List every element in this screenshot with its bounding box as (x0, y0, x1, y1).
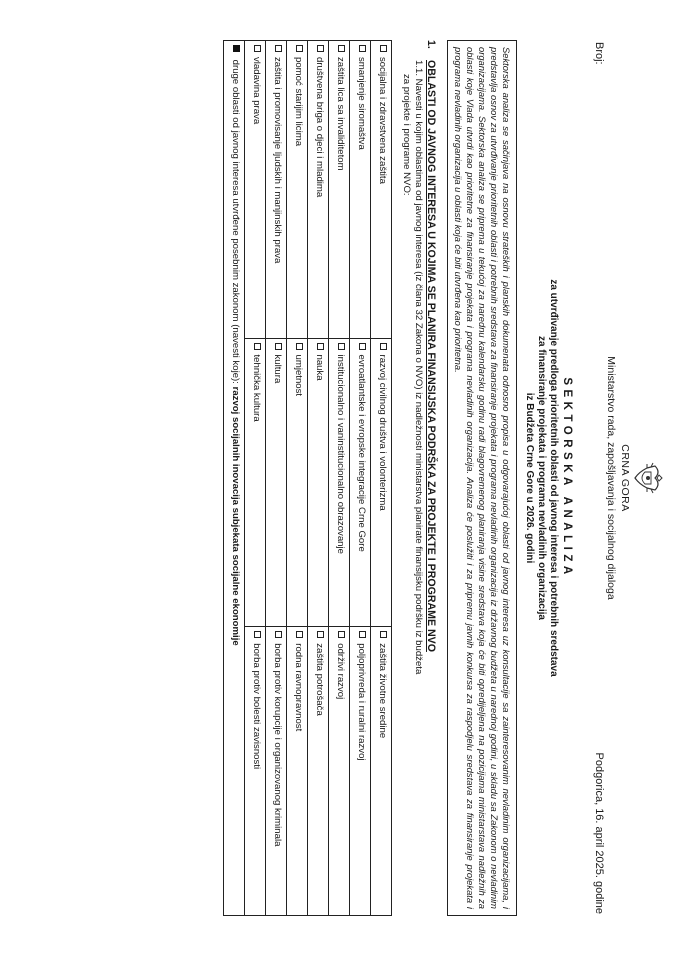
area-label: zaštita životne sredine (376, 643, 388, 739)
table-row (328, 41, 349, 916)
area-label: pomoć starijim licima (292, 57, 304, 147)
checkbox[interactable] (275, 343, 282, 350)
checkbox[interactable] (317, 45, 324, 52)
table-cell (265, 627, 286, 916)
table-row (349, 41, 370, 916)
public-interest-areas-table (223, 40, 392, 916)
table-cell (370, 627, 391, 916)
table-cell (328, 338, 349, 627)
checkbox[interactable] (380, 343, 387, 350)
table-cell (307, 338, 328, 627)
area-label: nauka (313, 354, 325, 381)
area-label: zaštita potrošača (313, 643, 325, 716)
checkbox[interactable] (380, 45, 387, 52)
section-number: 1. (424, 40, 437, 49)
checkbox[interactable] (380, 631, 387, 638)
area-label: vladavina prava (250, 57, 262, 125)
title-line-2: za finansiranje projekata i programa nevladinih organizacija (536, 336, 547, 620)
area-label: socijalna i zdravstvena zaštita (376, 57, 388, 184)
table-cell (328, 41, 349, 339)
coat-of-arms-icon (631, 460, 665, 496)
table-row (244, 41, 265, 916)
area-label: borba protiv bolesti zavisnosti (250, 643, 262, 770)
country-name: CRNA GORA (619, 444, 631, 512)
table-cell (349, 627, 370, 916)
area-label: poljoprivreda i ruralni razvoj (355, 643, 367, 761)
table-cell (286, 338, 307, 627)
area-label: borba protiv korupcije i organizovanog kriminala (271, 643, 283, 847)
intro-paragraph: Sektorska analiza se sačinjava na osnovu strateških i planskih dokumenata odnosno propisa u odgovarajućoj oblasti od javnog interesa uz konsultacije sa zainteresovanim nevladinim organizacijama, i predstavlja osnov za utvrđivanje prioritetnih oblasti i potrebnih sredstava za finansiranje projekata i programa nevladinih organizacija iz državnog budžeta u narednoj godini, u skladu sa Zakonom o nevladinim organizacijama. Sektorska analiza se priprema u tekućoj za narednu kalendarsku godinu radi blagovremenog planiranja visine sredstava koja će biti opredijeljena na pozicijama ministarstava nadležnih za oblasti koje Vlada utvrdi kao prioritetne za finansiranje projekata i programa nevladinih organizacija. Analiza će poslužiti i za pripremu javnih konkursa za raspodjelu sredstava za finansiranje projekata i programa nevladinih organizacija u oblasti koja će biti utvrđena kao prioritetna. (447, 40, 517, 916)
area-label: tehnička kultura (250, 354, 262, 422)
checkbox[interactable] (254, 45, 261, 52)
title-main: SEKTORSKA ANALIZA (561, 377, 573, 579)
area-label: zaštita lica sa invaliditetom (334, 57, 346, 171)
table-cell (244, 627, 265, 916)
other-areas-label: druge oblasti od javnog interesa utvrđene posebnim zakonom (navesti koje): (229, 59, 241, 384)
area-label: održivi razvoj (334, 643, 346, 700)
checkbox[interactable] (275, 631, 282, 638)
checkbox[interactable] (296, 45, 303, 52)
checkbox[interactable] (296, 343, 303, 350)
area-label: zaštita i promovisanje ljudskih i manjinskih prava (271, 57, 283, 264)
area-label: rodna ravnopravnost (292, 643, 304, 732)
reference-number-label: Broj: (593, 42, 605, 65)
table-cell (349, 338, 370, 627)
table-row-other (223, 41, 244, 916)
table-cell (244, 41, 265, 339)
area-label: razvoj civilnog društva i volonterizma (376, 354, 388, 511)
checkbox-checked[interactable] (233, 45, 240, 52)
subsection-text-1: 1.1. Navesti u kojim oblastima od javnog interesa (iz člana 32 Zakona o NVO) iz nadležnosti ministarstva planirate finansijsku podršku iz budžeta (412, 60, 424, 675)
table-cell (349, 41, 370, 339)
checkbox[interactable] (338, 343, 345, 350)
checkbox[interactable] (359, 45, 366, 52)
checkbox[interactable] (359, 343, 366, 350)
other-areas-cell (223, 41, 244, 916)
table-cell (307, 41, 328, 339)
checkbox[interactable] (359, 631, 366, 638)
table-cell (328, 627, 349, 916)
checkbox[interactable] (254, 343, 261, 350)
table-row (265, 41, 286, 916)
checkbox[interactable] (296, 631, 303, 638)
section-heading (425, 40, 437, 916)
checkbox[interactable] (317, 631, 324, 638)
area-label: umjetnost (292, 354, 304, 397)
checkbox[interactable] (254, 631, 261, 638)
title-line-1: za utvrđivanje predloga prioritetnih oblasti od javnog interesa i potrebnih sredstava (548, 279, 559, 677)
area-label: kultura (271, 354, 283, 384)
area-label: institucionalno i vaninstitucionalno obrazovanje (334, 354, 346, 554)
table-cell (307, 627, 328, 916)
document-header (573, 40, 665, 916)
title-line-3: iz Budžeta Crne Gore u 2026. godini (524, 392, 535, 564)
table-row (370, 41, 391, 916)
document-date: Podgorica, 16. april 2025. godine (593, 752, 605, 914)
subsection-text-2: za projekte i programe NVO: (400, 74, 412, 196)
area-label: evroatlantske i evropske integracije Crne Gore (355, 354, 367, 552)
section-title: OBLASTI OD JAVNOG INTERESA U KOJIMA SE PLANIRA FINANSIJSKA PODRŠKA ZA PROJEKTE I PROGRAME NVO (424, 60, 437, 652)
table-cell (370, 41, 391, 339)
checkbox[interactable] (275, 45, 282, 52)
checkbox[interactable] (317, 343, 324, 350)
ministry-name: Ministarstvo rada, zapošljavanja i socijalnog dijaloga (605, 356, 617, 600)
table-cell (286, 41, 307, 339)
other-areas-value: razvoj socijalnih inovacija subjekata socijalne ekonomije (229, 386, 241, 646)
table-cell (244, 338, 265, 627)
table-row (307, 41, 328, 916)
table-cell (265, 41, 286, 339)
checkbox[interactable] (338, 631, 345, 638)
area-label: društvena briga o djeci i mladima (313, 57, 325, 198)
table-cell (370, 338, 391, 627)
checkbox[interactable] (338, 45, 345, 52)
table-row (286, 41, 307, 916)
table-cell (286, 627, 307, 916)
document-title (523, 40, 573, 916)
area-label: smanjenje siromaštva (355, 57, 367, 150)
table-cell (265, 338, 286, 627)
